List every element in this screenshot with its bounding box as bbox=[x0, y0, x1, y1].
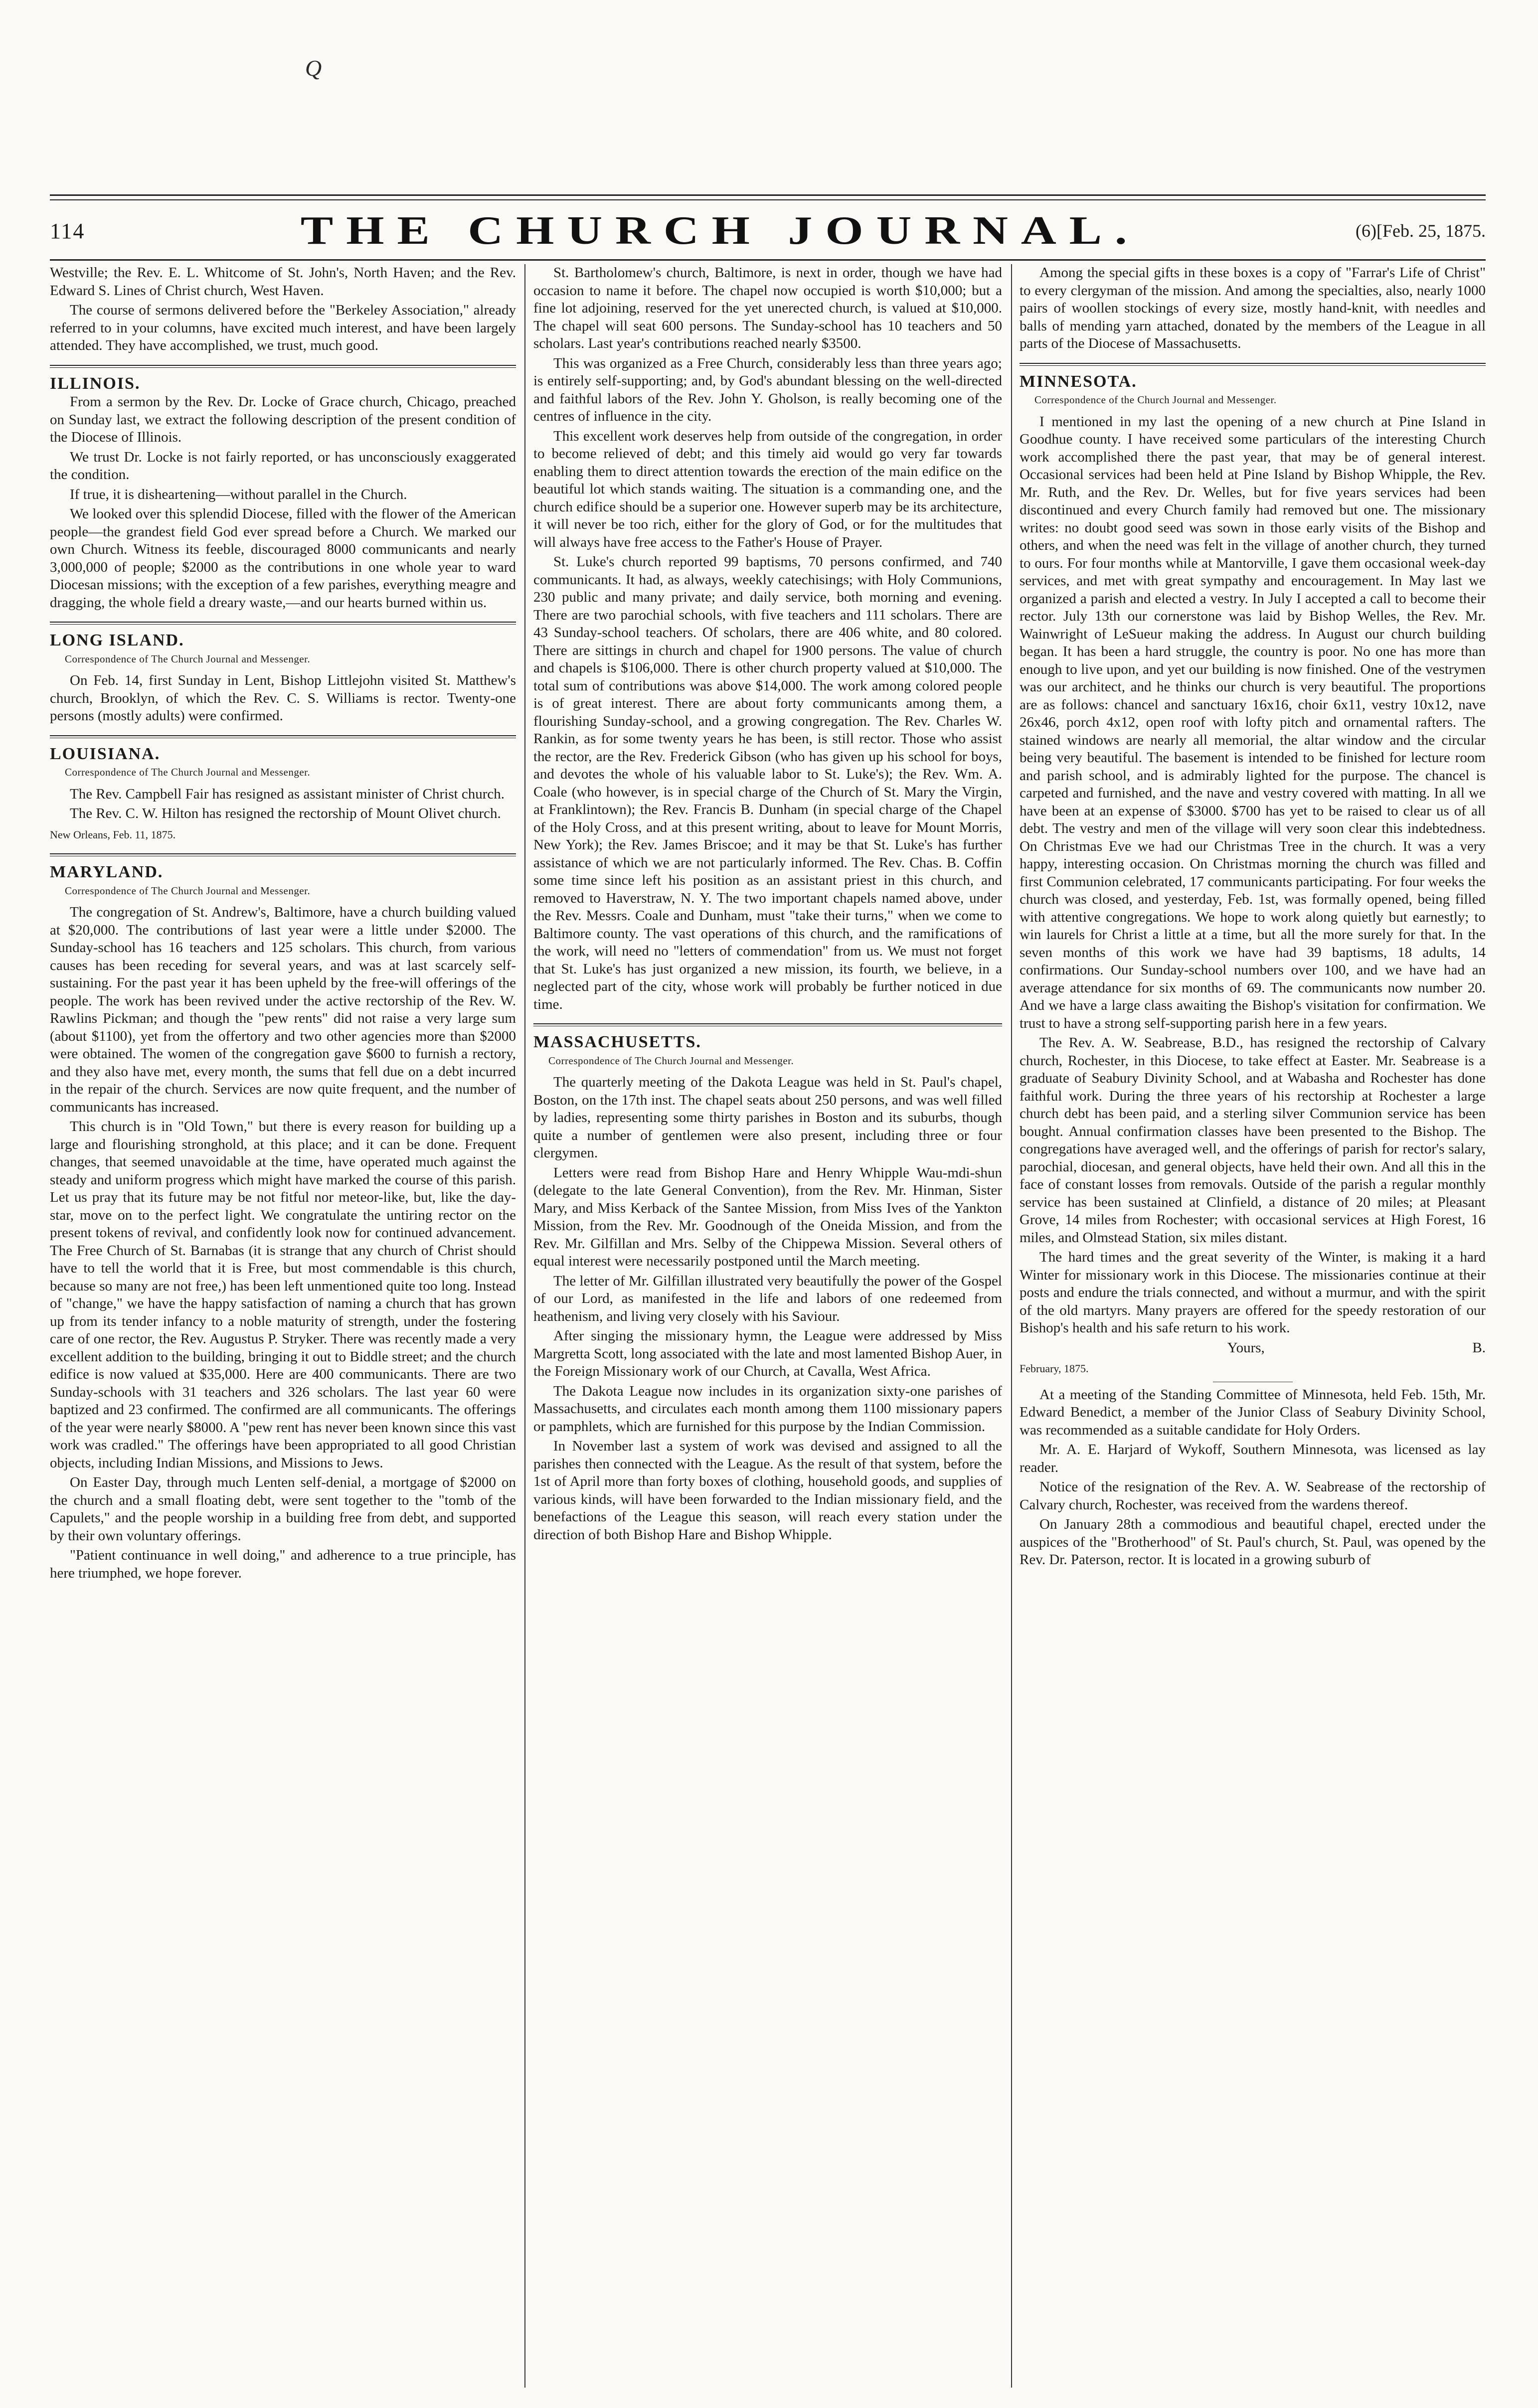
page-columns bbox=[50, 264, 1486, 2388]
section-rule bbox=[50, 735, 516, 736]
paragraph: Mr. A. E. Harjard of Wykoff, Southern Minnesota, was licensed as lay reader. bbox=[1020, 1442, 1486, 1475]
section-rule-thin bbox=[1020, 365, 1486, 366]
section-heading-louisiana: LOUISIANA. bbox=[50, 744, 161, 763]
paragraph: St. Bartholomew's church, Baltimore, is next in order, though we have had occasion to name it before. The chapel now occupied is worth $10,000; but a fine lot adjoining, reserved for the yet unerected church, is valued at $10,000. The chapel will seat 600 persons. The Sunday-school has 10 teachers and 50 scholars. Last year's contributions reached nearly $3500. bbox=[533, 265, 1002, 351]
paragraph: On Easter Day, through much Lenten self-denial, a mortgage of $2000 on the church and a small floating debt, were sent together to the "tomb of the Capulets," and the people worship in a building free from debt, and supported by their own voluntary offerings. bbox=[50, 1474, 516, 1544]
paragraph: Notice of the resignation of the Rev. A. W. Seabrease of the rectorship of Calvary church, Rochester, was received from the wardens thereof. bbox=[1020, 1479, 1486, 1513]
section-rule bbox=[50, 365, 516, 366]
paragraph: This excellent work deserves help from outside of the congregation, in order to become relieved of debt; and this timely aid would go very far towards enabling them to direct attention towards the erection of the main edifice on the beautiful lot which stands waiting. The situation is a commanding one, and the church edifice should be a superior one. However superb may be its architecture, it will never be too rich, either for the glory of God, or for the multitudes that will always have free access to the Father's House of Prayer. bbox=[533, 428, 1002, 550]
section-rule-thin bbox=[50, 624, 516, 625]
signature-line bbox=[1020, 1339, 1486, 1357]
correspondence-line: Correspondence of The Church Journal and Messenger. bbox=[65, 766, 311, 778]
section-heading-massachusetts: MASSACHUSETTS. bbox=[533, 1033, 701, 1051]
paragraph: I mentioned in my last the opening of a new church at Pine Island in Goodhue county. I have received some particulars of the interesting Church work accomplished there the past year, that may be of general interest. Occasional services had been held at Pine Island by Bishop Whipple, the Rev. Mr. Ruth, and the Rev. Dr. Welles, but for five years services had been discontinued and every Church family had removed but one. The missionary writes: no doubt good seed was sown in those early visits of the Bishop and others, and when the need was felt in the village of another church, they turned to ours. For four months while at Mantorville, I gave them occasional week-day services, and met with great sympathy and encouragement. In May last we organized a parish and elected a vestry. In July I accepted a call to become their rector. July 13th our cornerstone was laid by Bishop Welles, the Rev. Mr. Wainwright of LeSueur making the address. In August our church building began. It has been a hard struggle, the country is poor. No one has more than enough to live upon, and yet our building is now finished. One of the vestrymen was our architect, and he thinks our church is very beautiful. The proportions are as follows: chancel and sanctuary 16x16, choir 6x11, vestry 10x12, nave 26x46, porch 4x12, open roof with lofty pitch and ornamental rafters. The stained windows are nearly all memorial, the altar window and the circular being very beautiful. The basement is intended to be finished for lecture room and parish school, and is admirably lighted for the purpose. The chancel is carpeted and furnished, and the nave and vestry covered with matting. In all we have been at an expense of $3000. $700 has yet to be raised to clear us of all debt. The vestry and men of the village will very soon clear this indebtedness. On Christmas Eve we had our Christmas Tree in the church. It was a very happy, interesting occasion. On Christmas morning the church was filled and first Communion celebrated, 17 communicants participating. For four weeks the church was closed, and yesterday, Feb. 1st, was formally opened, being filled with attentive congregations. We hope to work along quietly but earnestly; to win laurels for Christ a little at a time, but all the more surely for that. In the seven months of this work we have had 39 baptisms, 18 adults, 14 confirmations. Our Sunday-school numbers over 100, and we have had an average attendance for six months of 69. The communicants now number 20. And we have a large class awaiting the Bishop's visitation for confirmation. We trust to have a strong self-supporting parish here in a few years. bbox=[1020, 413, 1486, 1031]
section-heading-maryland: MARYLAND. bbox=[50, 863, 164, 881]
dateline: February, 1875. bbox=[1020, 1362, 1089, 1375]
paragraph: St. Luke's church reported 99 baptisms, 70 persons confirmed, and 740 communicants. It had, as always, weekly catechisings; with Holy Communions, 230 public and many private; and daily service, both morning and evening. There are two parochial schools, with five teachers and 111 scholars. There are 43 Sunday-school teachers. Of scholars, there are 406 white, and 80 colored. There are sittings in church and chapel for 1900 persons. The value of church and chapels is $106,000. There is other church property valued at $10,000. The total sum of contributions was above $14,000. The work among colored people is of great interest. There are about forty communicants among them, a flourishing Sunday-school, and a growing congregation. The Rev. Charles W. Rankin, as for some twenty years he has been, is still rector. Those who assist the rector, are the Rev. Frederick Gibson (who has given up his school for boys, and devotes the whole of his valuable labor to St. Luke's); the Rev. Wm. A. Coale (who however, is in special charge of the Church of St. Mary the Virgin, at Franklintown); the Rev. Francis B. Dunham (in special charge of the Chapel of the Holy Cross, and at this present writing, about to leave for Mount Morris, New York); the Rev. James Briscoe; and it may be that St. Luke's has further assistance of which we are not particularly informed. The Rev. Chas. B. Coffin some time since left his position as an assistant priest in this church, and removed to Haverstraw, N. Y. The two important chapels named above, under the Rev. Messrs. Coale and Dunham, must "take their turns," when we come to Baltimore county. The vast operations of this church, and the ramifications of the work, will need no "letters of commendation" from us. We must not forget that St. Luke's has just organized a new mission, its fourth, we believe, in a neglected part of the city, whose work will probably be further noticed in due time. bbox=[533, 554, 1002, 1012]
paragraph: Letters were read from Bishop Hare and Henry Whipple Wau-mdi-shun (delegate to the late General Convention), from the Rev. Mr. Hinman, Sister Mary, and Miss Kerback of the Santee Mission, from Miss Ives of the Yankton Mission, from the Rev. Mr. Goodnough of the Oneida Mission, and from the Rev. Mr. Gilfillan and Mrs. Selby of the Chippewa Mission. Several others of equal interest were necessarily postponed until the March meeting. bbox=[533, 1164, 1002, 1269]
masthead bbox=[50, 208, 1486, 253]
paragraph: The Rev. Campbell Fair has resigned as assistant minister of Christ church. bbox=[70, 786, 505, 802]
paragraph: The Rev. A. W. Seabrease, B.D., has resigned the rectorship of Calvary church, Rochester, in this Diocese, to take effect at Easter. Mr. Seabrease is a graduate of Seabury Divinity School, and at Wabasha and Rochester has done faithful work. During the three years of his rectorship at Rochester a large church debt has been paid, and a sterling silver Communion service has been bought. Annual confirmation classes have been presented to the Bishop. The congregations have averaged well, and the offerings of parish for rector's salary, parochial, diocesan, and general objects, have held their own. And all this in the face of constant losses from removals. Outside of the parish a regular monthly service has been sustained at Clinfield, a distance of 20 miles; at Pleasant Grove, 14 miles from Rochester; with occasional services at High Forest, 16 miles, and Olmstead Station, six miles distant. bbox=[1020, 1035, 1486, 1246]
column-divider bbox=[524, 264, 525, 2388]
dateline: New Orleans, Feb. 11, 1875. bbox=[50, 828, 176, 841]
section-heading-illinois: ILLINOIS. bbox=[50, 374, 141, 393]
issue-date: (6)[Feb. 25, 1875. bbox=[1356, 221, 1486, 241]
paragraph: This church is in "Old Town," but there is every reason for building up a large and flourishing stronghold, at this place; and it can be done. Frequent changes, that seemed unavoidable at the time, have operated much against the steady and uniform progress which might have marked the course of this parish. Let us pray that its future may be not fitful nor meteor-like, but, like the day-star, move on to the perfect light. We congratulate the untiring rector on the present tokens of revival, and confidently look now for continued advancement. The Free Church of St. Barnabas (it is strange that any church of Christ should have to tell the world that it is Free, but most commendable is this church, because so many are not free,) has been left unmentioned quite too long. Instead of "change," we have the happy satisfaction of naming a church that has grown up from its tender infancy to a noble maturity of strength, under the fostering care of one rector, the Rev. Augustus P. Stryker. There was recently made a very excellent addition to the building, bringing it out to Biddle street; and the church edifice is now valued at $35,000. Here are 400 communicants. There are two Sunday-schools with 31 teachers and 326 scholars. The last year 60 were baptized and 23 confirmed. The confirmed are all communicants. The offerings of the year were nearly $8000. A "pew rent has never been known since this vast work was cradled." The offerings have been appropriated to all good Christian objects, including Indian Missions, and Missions to Jews. bbox=[50, 1119, 516, 1471]
paragraph: The hard times and the great severity of the Winter, is making it a hard Winter for missionary work in this Diocese. The missionaries continue at their posts and endure the trials connected, and without a murmur, and with the spirit of the old martyrs. Many prayers are offered for the speedy restoration of our Bishop's health and his safe return to his work. bbox=[1020, 1249, 1486, 1336]
section-rule bbox=[1020, 363, 1486, 364]
paragraph: If true, it is disheartening—without parallel in the Church. bbox=[70, 486, 407, 502]
paragraph: The course of sermons delivered before the "Berkeley Association," already referred to in your columns, have excited much interest, and have been largely attended. They have accomplished, we trust, much good. bbox=[50, 302, 516, 353]
section-heading-long-island: LONG ISLAND. bbox=[50, 631, 184, 649]
column-2 bbox=[533, 264, 1002, 2388]
paragraph: On January 28th a commodious and beautiful chapel, erected under the auspices of the "Brotherhood" of St. Paul's church, St. Paul, was opened by the Rev. Dr. Paterson, rector. It is located in a growing suburb of bbox=[1020, 1516, 1486, 1568]
paragraph: At a meeting of the Standing Committee of Minnesota, held Feb. 15th, Mr. Edward Benedict, a member of the Junior Class of Seabury Divinity School, was recommended as a suitable candidate for Holy Orders. bbox=[1020, 1386, 1486, 1438]
section-heading-minnesota: MINNESOTA. bbox=[1020, 372, 1137, 391]
signature-yours: Yours, bbox=[1227, 1339, 1265, 1356]
section-rule bbox=[50, 622, 516, 623]
paragraph: The Rev. C. W. Hilton has resigned the rectorship of Mount Olivet church. bbox=[70, 805, 501, 821]
masthead-rule bbox=[50, 259, 1486, 261]
paragraph: Among the special gifts in these boxes is a copy of "Farrar's Life of Christ" to every clergyman of the mission. And among the specialties, also, nearly 1000 pairs of woollen stockings of every size, mostly hand-knit, with needles and balls of mending yarn attached, donated by the members of the League in all parts of the Diocese of Massachusetts. bbox=[1020, 265, 1486, 351]
section-rule bbox=[533, 1023, 1002, 1024]
correspondence-line: Correspondence of The Church Journal and Messenger. bbox=[65, 652, 311, 665]
paper-title: THE CHURCH JOURNAL. bbox=[300, 208, 1140, 253]
top-rule bbox=[50, 194, 1486, 196]
paragraph: We trust Dr. Locke is not fairly reported, or has unconsciously exaggerated the condition. bbox=[50, 449, 516, 482]
paragraph: Westville; the Rev. E. L. Whitcome of St. John's, North Haven; and the Rev. Edward S. Lines of Christ church, West Haven. bbox=[50, 265, 516, 299]
paragraph: From a sermon by the Rev. Dr. Locke of Grace church, Chicago, preached on Sunday last, we extract the following description of the present condition of the Diocese of Illinois. bbox=[50, 394, 516, 445]
column-divider bbox=[1011, 264, 1012, 2388]
paragraph: After singing the missionary hymn, the League were addressed by Miss Margretta Scott, long associated with the late and most lamented Bishop Auer, in the Foreign Missionary work of our Church, at Cavalla, West Africa. bbox=[533, 1328, 1002, 1379]
section-rule bbox=[50, 853, 516, 854]
correspondence-line: Correspondence of The Church Journal and Messenger. bbox=[548, 1054, 794, 1067]
top-rule-double bbox=[50, 199, 1486, 200]
paragraph: The congregation of St. Andrew's, Baltimore, have a church building valued at $20,000. The contributions of last year were a little under $2000. The Sunday-school has 16 teachers and 125 scholars. This church, from various causes has been receding for several years, and was at last scarcely self-sustaining. For the past year it has been upheld by the free-will offerings of the people. The work has been revived under the active rectorship of the Rev. W. Rawlins Pickman; and though the "pew rents" did not raise a very large sum (about $1100), yet from the offertory and two other agencies more than $2000 were obtained. The women of the congregation gave $600 to furnish a rectory, and they also have met, every month, the sums that fell due on a debt incurred in the repair of the church. Services are now quite frequent, and the number of communicants has increased. bbox=[50, 904, 516, 1115]
column-1 bbox=[50, 264, 516, 2388]
correspondence-line: Correspondence of The Church Journal and Messenger. bbox=[65, 884, 311, 897]
paragraph: We looked over this splendid Diocese, filled with the flower of the American people—the grandest field God ever spread before a Church. We marked our own Church. Witness its feeble, discouraged 8000 communicants and nearly 3,000,000 of people; $2000 as the contributions in one whole year to ward Diocesan missions; with the exception of a few parishes, everything meagre and dragging, the whole field a dreary waste,—and our hearts burned within us. bbox=[50, 506, 516, 611]
page-number: 114 bbox=[50, 218, 85, 243]
correspondence-line: Correspondence of the Church Journal and Messenger. bbox=[1034, 394, 1277, 406]
corner-mark: Q bbox=[305, 55, 322, 81]
paragraph: The letter of Mr. Gilfillan illustrated very beautifully the power of the Gospel of our Lord, as manifested in the life and labors of one redeemed from heathenism, and living very closely with his Saviour. bbox=[533, 1273, 1002, 1324]
column-3 bbox=[1020, 264, 1486, 2388]
signature-initial: B. bbox=[1472, 1339, 1486, 1356]
paragraph: The Dakota League now includes in its organization sixty-one parishes of Massachusetts, and circulates each month among them 1100 missionary papers or pamphlets, which are furnished for this purpose by the Indian Commission. bbox=[533, 1383, 1002, 1435]
paragraph: "Patient continuance in well doing," and adherence to a true principle, has here triumphed, we hope forever. bbox=[50, 1547, 516, 1581]
paragraph: The quarterly meeting of the Dakota League was held in St. Paul's chapel, Boston, on the 17th inst. The chapel seats about 250 persons, and was well filled by ladies, representing some thirty parishes in Boston and its suburbs, though quite a number of gentlemen were also present, including three or four clergymen. bbox=[533, 1074, 1002, 1161]
paragraph: In November last a system of work was devised and assigned to all the parishes then connected with the League. As the result of that system, before the 1st of April more than forty boxes of clothing, household goods, and supplies of various kinds, will have been forwarded to the Indian missionary field, and the benefactions of the League this season, will reach every station under the direction of both Bishop Hare and Bishop Whipple. bbox=[533, 1438, 1002, 1543]
section-rule-thin bbox=[50, 367, 516, 368]
paragraph: This was organized as a Free Church, considerably less than three years ago; is entirely self-supporting; and, by God's abundant blessing on the well-directed and faithful labors of the Rev. John Y. Gholson, is really becoming one of the centres of influence in the city. bbox=[533, 355, 1002, 424]
paragraph: On Feb. 14, first Sunday in Lent, Bishop Littlejohn visited St. Matthew's church, Brooklyn, of which the Rev. C. S. Williams is rector. Twenty-one persons (mostly adults) were confirmed. bbox=[50, 672, 516, 724]
